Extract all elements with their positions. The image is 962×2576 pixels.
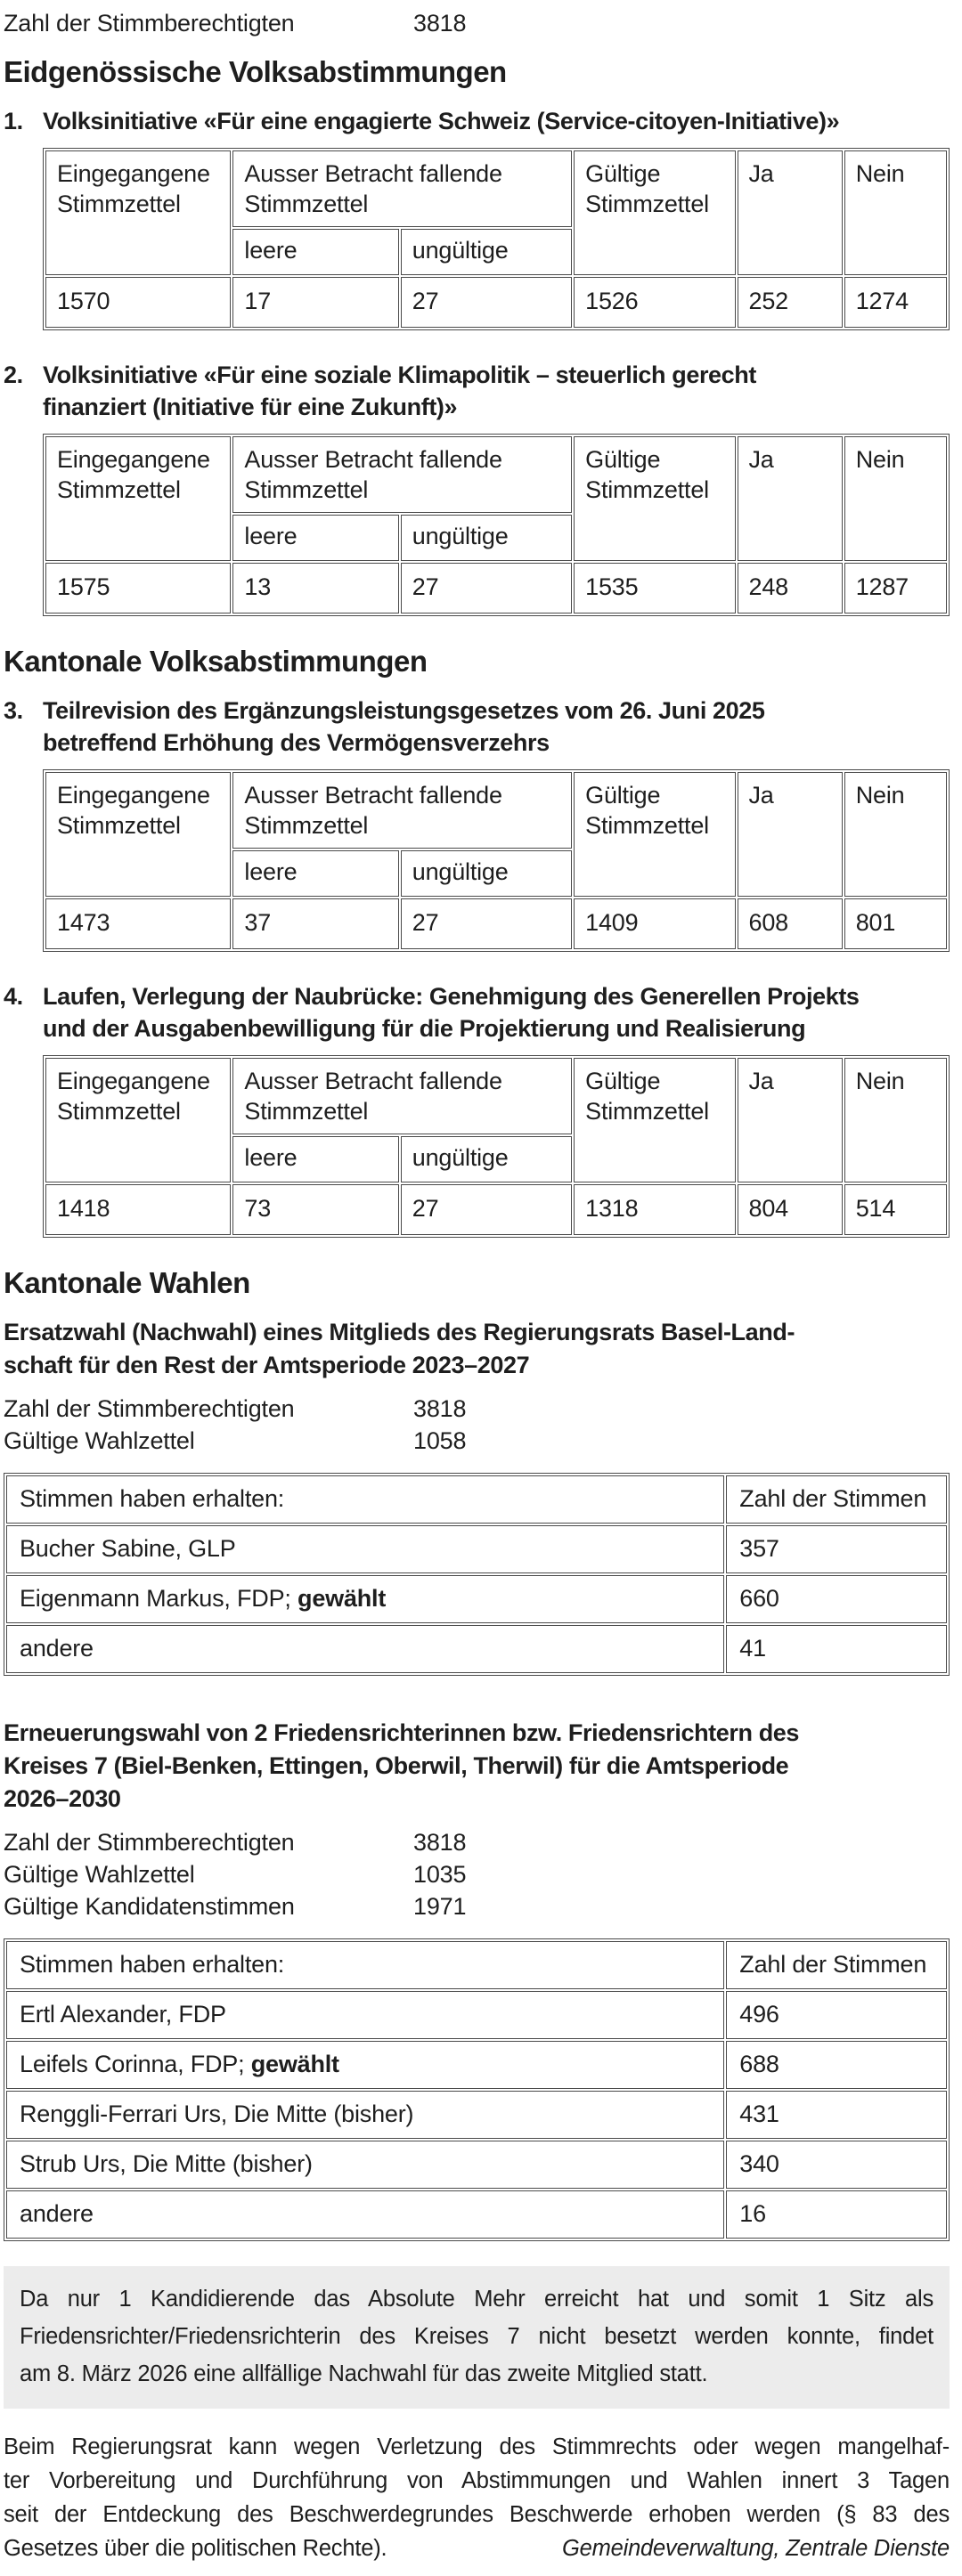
ballot-number: 2. xyxy=(4,362,23,388)
results-table-header-row xyxy=(6,1941,947,1989)
value-no: 514 xyxy=(844,1184,947,1235)
stat-label: Gültige Wahlzettel xyxy=(4,1861,195,1888)
stat-label: Gültige Kandidatenstimmen xyxy=(4,1893,295,1920)
elected-flag: gewählt xyxy=(298,1585,387,1612)
vote-table-values-row xyxy=(45,898,947,949)
election-results-table xyxy=(4,1473,950,1676)
candidate-row xyxy=(6,1625,947,1673)
vote-count-cell: 357 xyxy=(726,1525,947,1573)
stat-line xyxy=(4,1890,950,1922)
election-title xyxy=(4,1316,950,1382)
vote-count-cell: 660 xyxy=(726,1575,947,1623)
ballot-title xyxy=(4,695,950,759)
candidate-name-cell xyxy=(6,1525,724,1573)
notice-line: Da nur 1 Kandidierende das Absolute Mehr erreicht hat und somit 1 Sitz als xyxy=(20,2287,933,2312)
col-header-yes: Ja xyxy=(738,772,843,897)
value-yes: 252 xyxy=(738,277,843,328)
value-yes: 248 xyxy=(738,563,843,614)
candidate-name: Leifels Corinna, FDP; xyxy=(20,2051,251,2077)
stat-line xyxy=(4,1826,950,1858)
elected-flag: gewählt xyxy=(250,2051,339,2077)
stat-label: Zahl der Stimmberechtigten xyxy=(4,1829,295,1856)
stat-line xyxy=(4,1858,950,1890)
stat-value: 1035 xyxy=(413,1861,467,1888)
vote-results-table xyxy=(43,1055,950,1238)
ballot-title xyxy=(4,105,950,137)
election-title xyxy=(4,1717,950,1816)
value-valid-ballots: 1318 xyxy=(574,1184,735,1235)
col-header-received-ballots: Eingegangene Stimmzettel xyxy=(45,436,231,561)
value-blank-ballots: 17 xyxy=(232,277,398,328)
ballot-title-line: und der Ausgabenbewilligung für die Projektierung und Realisierung xyxy=(43,1015,806,1042)
ballot-title-line: Laufen, Verlegung der Naubrücke: Genehmigung des Generellen Projekts xyxy=(43,983,860,1010)
electorate-count-value: 3818 xyxy=(413,10,467,37)
stat-value: 1971 xyxy=(413,1893,467,1920)
candidate-row xyxy=(6,1525,947,1573)
vote-table-header-row xyxy=(45,772,947,849)
col-header-invalid: ungültige xyxy=(401,1136,572,1182)
ballot-title-line: Teilrevision des Ergänzungsleistungsgesetzes vom 26. Juni 2025 xyxy=(43,697,765,724)
ballot-number: 3. xyxy=(4,697,23,724)
vote-results-table xyxy=(43,434,950,616)
col-header-no: Nein xyxy=(844,1058,947,1182)
value-invalid-ballots: 27 xyxy=(401,277,572,328)
footer-line: seit der Entdeckung des Beschwerdegrundes Beschwerde erhoben werden (§ 83 des xyxy=(4,2502,950,2527)
col-header-excluded-ballots: Ausser Betracht fallende Stimmzettel xyxy=(232,772,572,849)
footer-line: ter Vorbereitung und Durchführung von Abstimmungen und Wahlen innert 3 Tagen xyxy=(4,2468,950,2493)
ballot-title xyxy=(4,980,950,1044)
ballot-item xyxy=(4,695,950,952)
ballot-title-line: Volksinitiative «Für eine soziale Klimapolitik – steuerlich gerecht xyxy=(43,362,756,388)
ballot-title-line: betreffend Erhöhung des Vermögensverzehrs xyxy=(43,729,550,756)
value-valid-ballots: 1409 xyxy=(574,898,735,949)
col-header-blank: leere xyxy=(232,515,398,561)
section-heading-cantonal-elections: Kantonale Wahlen xyxy=(4,1266,250,1299)
value-received-ballots: 1473 xyxy=(45,898,231,949)
value-blank-ballots: 37 xyxy=(232,898,398,949)
candidate-row xyxy=(6,1991,947,2039)
value-yes: 804 xyxy=(738,1184,843,1235)
stat-value: 1058 xyxy=(413,1427,467,1454)
value-blank-ballots: 13 xyxy=(232,563,398,614)
stat-line xyxy=(4,1425,950,1457)
vote-table-header-row xyxy=(45,436,947,513)
stat-value: 3818 xyxy=(413,1829,467,1856)
col-header-valid-ballots: Gültige Stimmzettel xyxy=(574,772,735,897)
value-valid-ballots: 1535 xyxy=(574,563,735,614)
results-table-header-row xyxy=(6,1475,947,1524)
col-header-no: Nein xyxy=(844,436,947,561)
col-header-invalid: ungültige xyxy=(401,850,572,897)
col-header-excluded-ballots: Ausser Betracht fallende Stimmzettel xyxy=(232,150,572,227)
value-no: 1287 xyxy=(844,563,947,614)
election-item xyxy=(4,1717,950,2241)
col-header-excluded-ballots: Ausser Betracht fallende Stimmzettel xyxy=(232,1058,572,1134)
col-header-invalid: ungültige xyxy=(401,515,572,561)
candidate-name: Renggli-Ferrari Urs, Die Mitte (bisher) xyxy=(20,2101,414,2127)
candidate-row xyxy=(6,1575,947,1623)
vote-count-cell: 16 xyxy=(726,2190,947,2239)
candidate-name-cell xyxy=(6,1625,724,1673)
vote-table-values-row xyxy=(45,563,947,614)
col-header-yes: Ja xyxy=(738,436,843,561)
value-received-ballots: 1418 xyxy=(45,1184,231,1235)
value-no: 1274 xyxy=(844,277,947,328)
col-header-blank: leere xyxy=(232,850,398,897)
candidate-name: andere xyxy=(20,1635,94,1662)
col-header-invalid: ungültige xyxy=(401,229,572,275)
electorate-count-label: Zahl der Stimmberechtigten xyxy=(4,10,295,37)
election-title-line: Kreises 7 (Biel-Benken, Ettingen, Oberwil, Therwil) für die Amtsperiode xyxy=(4,1752,789,1779)
value-blank-ballots: 73 xyxy=(232,1184,398,1235)
col-header-valid-ballots: Gültige Stimmzettel xyxy=(574,150,735,275)
ballot-title-line: finanziert (Initiative für eine Zukunft)» xyxy=(43,394,458,420)
election-item xyxy=(4,1316,950,1676)
candidate-name-cell xyxy=(6,2190,724,2239)
candidate-name-cell xyxy=(6,1991,724,2039)
col-header-vote-count: Zahl der Stimmen xyxy=(726,1475,947,1524)
vote-results-table xyxy=(43,148,950,330)
candidate-name-cell xyxy=(6,2041,724,2089)
election-stats xyxy=(4,1393,950,1457)
value-received-ballots: 1575 xyxy=(45,563,231,614)
ballot-title-text xyxy=(43,359,756,423)
candidate-row xyxy=(6,2190,947,2239)
vote-results-table xyxy=(43,769,950,952)
value-no: 801 xyxy=(844,898,947,949)
vote-count-cell: 496 xyxy=(726,1991,947,2039)
vote-count-cell: 41 xyxy=(726,1625,947,1673)
elections-section xyxy=(4,1316,950,2241)
col-header-excluded-ballots: Ausser Betracht fallende Stimmzettel xyxy=(232,436,572,513)
ballot-number: 4. xyxy=(4,983,23,1010)
ballot-item xyxy=(4,359,950,616)
col-header-no: Nein xyxy=(844,772,947,897)
election-title-line: 2026–2030 xyxy=(4,1785,121,1812)
col-header-blank: leere xyxy=(232,229,398,275)
ballot-item xyxy=(4,105,950,330)
value-yes: 608 xyxy=(738,898,843,949)
col-header-received-ballots: Eingegangene Stimmzettel xyxy=(45,1058,231,1182)
candidate-name: andere xyxy=(20,2200,94,2227)
candidate-name-cell xyxy=(6,2141,724,2189)
notice-line: am 8. März 2026 eine allfällige Nachwahl für das zweite Mitglied statt. xyxy=(20,2361,708,2386)
col-header-yes: Ja xyxy=(738,150,843,275)
ballot-number: 1. xyxy=(4,108,23,134)
col-header-blank: leere xyxy=(232,1136,398,1182)
col-header-valid-ballots: Gültige Stimmzettel xyxy=(574,436,735,561)
stat-line xyxy=(4,1393,950,1425)
col-header-candidates: Stimmen haben erhalten: xyxy=(6,1475,724,1524)
ballot-title-text xyxy=(43,695,765,759)
candidate-name: Ertl Alexander, FDP xyxy=(20,2001,226,2027)
notice-box xyxy=(4,2266,950,2409)
value-received-ballots: 1570 xyxy=(45,277,231,328)
legal-footer xyxy=(4,2430,950,2565)
candidate-name-cell xyxy=(6,1575,724,1623)
election-results-table xyxy=(4,1938,950,2241)
candidate-name-cell xyxy=(6,2091,724,2139)
vote-table-values-row xyxy=(45,1184,947,1235)
vote-table-header-row xyxy=(45,1058,947,1134)
col-header-valid-ballots: Gültige Stimmzettel xyxy=(574,1058,735,1182)
vote-count-cell: 688 xyxy=(726,2041,947,2089)
candidate-row xyxy=(6,2091,947,2139)
col-header-received-ballots: Eingegangene Stimmzettel xyxy=(45,772,231,897)
stat-value: 3818 xyxy=(413,1395,467,1422)
election-stats xyxy=(4,1826,950,1922)
candidate-row xyxy=(6,2141,947,2189)
footer-line: Beim Regierungsrat kann wegen Verletzung des Stimmrechts oder wegen mangelhaf- xyxy=(4,2434,950,2459)
signature: Gemeindeverwaltung, Zentrale Dienste xyxy=(561,2536,950,2561)
ballot-title-text xyxy=(43,980,860,1044)
value-valid-ballots: 1526 xyxy=(574,277,735,328)
value-invalid-ballots: 27 xyxy=(401,898,572,949)
col-header-received-ballots: Eingegangene Stimmzettel xyxy=(45,150,231,275)
section-heading-cantonal-votes: Kantonale Volksabstimmungen xyxy=(4,645,428,678)
stat-label: Gültige Wahlzettel xyxy=(4,1427,195,1454)
footer-line: Gesetzes über die politischen Rechte). xyxy=(4,2536,387,2561)
candidate-name: Eigenmann Markus, FDP; xyxy=(20,1585,298,1612)
col-header-yes: Ja xyxy=(738,1058,843,1182)
notice-line: Friedensrichter/Friedensrichterin des Kreises 7 nicht besetzt werden konnte, findet xyxy=(20,2324,933,2349)
col-header-vote-count: Zahl der Stimmen xyxy=(726,1941,947,1989)
ballot-item xyxy=(4,980,950,1238)
candidate-row xyxy=(6,2041,947,2089)
ballot-title-line: Volksinitiative «Für eine engagierte Schweiz (Service-citoyen-Initiative)» xyxy=(43,108,840,134)
col-header-candidates: Stimmen haben erhalten: xyxy=(6,1941,724,1989)
election-title-line: Erneuerungswahl von 2 Friedensrichterinnen bzw. Friedensrichtern des xyxy=(4,1719,800,1746)
candidate-name: Bucher Sabine, GLP xyxy=(20,1535,236,1562)
section-heading-federal-votes: Eidgenössische Volksabstimmungen xyxy=(4,55,507,88)
stat-label: Zahl der Stimmberechtigten xyxy=(4,1395,295,1422)
ballot-title-text xyxy=(43,105,839,137)
footer-last-line xyxy=(4,2531,950,2565)
vote-count-cell: 431 xyxy=(726,2091,947,2139)
electorate-count-line xyxy=(4,7,950,39)
vote-table-values-row xyxy=(45,277,947,328)
vote-count-cell: 340 xyxy=(726,2141,947,2189)
col-header-no: Nein xyxy=(844,150,947,275)
election-title-line: schaft für den Rest der Amtsperiode 2023–2027 xyxy=(4,1352,530,1378)
value-invalid-ballots: 27 xyxy=(401,1184,572,1235)
vote-table-header-row xyxy=(45,150,947,227)
election-title-line: Ersatzwahl (Nachwahl) eines Mitglieds des Regierungsrats Basel-Land- xyxy=(4,1319,795,1345)
cantonal-ballots-section xyxy=(4,695,950,1238)
value-invalid-ballots: 27 xyxy=(401,563,572,614)
candidate-name: Strub Urs, Die Mitte (bisher) xyxy=(20,2150,313,2177)
ballot-title xyxy=(4,359,950,423)
federal-ballots-section xyxy=(4,105,950,616)
